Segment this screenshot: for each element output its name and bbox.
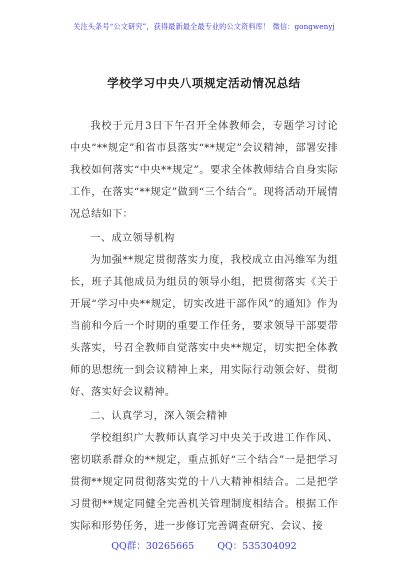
intro-paragraph: 我校于元月3日下午召开全体教师会，专题学习讨论中央“**规定”和省市县落实“**规定”会议精神，部署安排我校如何落实“中央**规定”。要求全体教师结合自身实际工作，在落实“**规定”做到“三个结合”。现将活动开展情况总结如下： (70, 121, 338, 220)
footer-qq: QQ：535304092 (217, 541, 297, 552)
document-body (70, 116, 338, 538)
document-title: 学校学习中央八项规定活动情况总结 (107, 76, 301, 90)
footer-qq-group: QQ群：30265665 (111, 541, 195, 552)
footer-contact (0, 538, 408, 552)
section-1-heading: 一、成立领导机构 (90, 233, 175, 244)
section-2-paragraph: 学校组织广大教师认真学习中央关于改进工作作风、密切联系群众的**规定，重点抓好“三个结合”一是把学习贯彻**规定同贯彻落实党的十八大精神相结合。二是把学习贯彻**规定同健全完善机关管理制度相结合。根据工作实际和形势任务，进一步修订完善调查研究、会议、接 (70, 433, 338, 532)
header-notice: 关注头条号“公文研究”，获得最新最全最专业的公文资料库！ 微信：gongwenyj (73, 22, 335, 31)
section-1-paragraph: 为加强**规定贯彻落实力度，我校成立由冯维军为组长，班子其他成员为组员的领导小组，把贯彻落实《关于开展“学习中央**规定，切实改进干部作风”的通知》作为当前和今后一个时期的重要工作任务，要求领导干部要带头落实，号召全教师自觉落实中央**规定，切实把全体教师的思想统一到会议精神上来，用实际行动领会好、贯彻好、落实好会议精神。 (70, 255, 338, 398)
section-2-heading: 二、认真学习，深入领会精神 (90, 411, 228, 422)
